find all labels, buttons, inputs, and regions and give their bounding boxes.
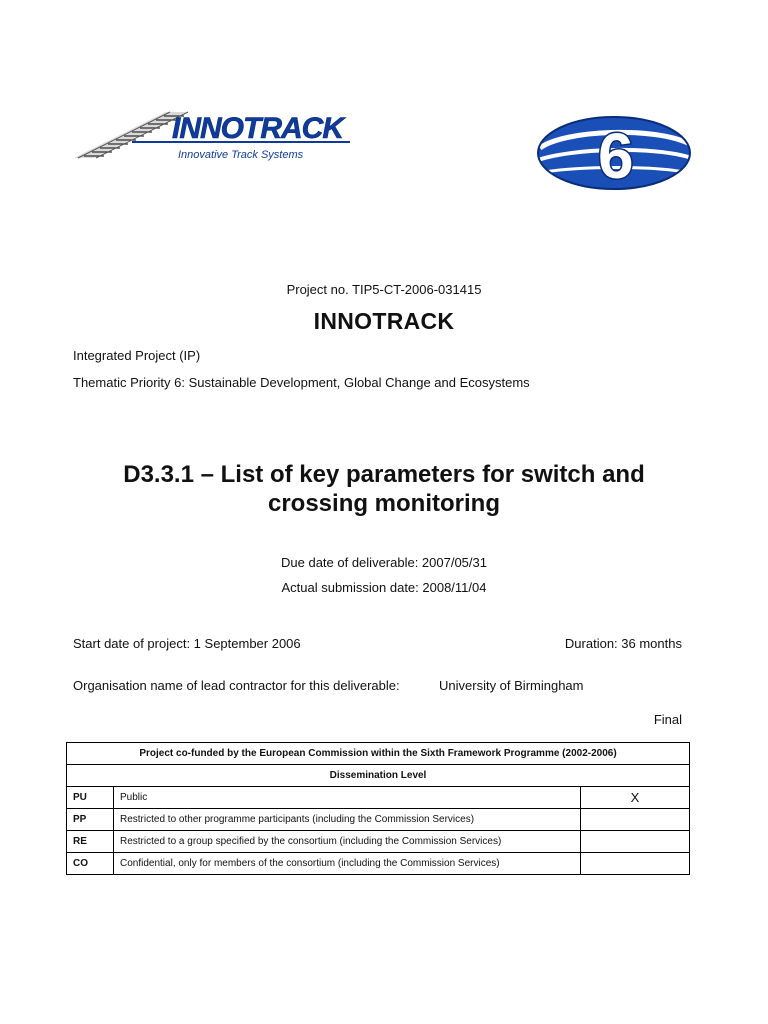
due-date: Due date of deliverable: 2007/05/31 bbox=[281, 555, 487, 570]
level-description: Confidential, only for members of the consortium (including the Commission Services) bbox=[114, 853, 581, 875]
table-row bbox=[67, 853, 690, 875]
innotrack-logo bbox=[74, 108, 359, 166]
level-mark bbox=[581, 831, 690, 853]
submission-date: Actual submission date: 2008/11/04 bbox=[281, 580, 487, 595]
document-status: Final bbox=[653, 712, 682, 727]
deliverable-title-line1: D3.3.1 – List of key parameters for switch and bbox=[123, 461, 645, 488]
level-description: Public bbox=[114, 787, 581, 809]
logo-wordmark: INNOTRACK bbox=[172, 112, 343, 145]
deliverable-title-line2: crossing monitoring bbox=[267, 490, 500, 517]
thematic-priority: Thematic Priority 6: Sustainable Development, Global Change and Ecosystems bbox=[73, 375, 530, 390]
dissemination-level-header: Dissemination Level bbox=[67, 765, 690, 787]
level-description: Restricted to a group specified by the consortium (including the Commission Services) bbox=[114, 831, 581, 853]
level-code: PU bbox=[67, 787, 114, 809]
funding-header: Project co-funded by the European Commission within the Sixth Framework Programme (2002-2006) bbox=[67, 743, 690, 765]
table-row bbox=[67, 831, 690, 853]
project-number: Project no. TIP5-CT-2006-031415 bbox=[286, 282, 482, 297]
project-title: INNOTRACK bbox=[313, 308, 455, 334]
level-mark bbox=[581, 853, 690, 875]
lead-contractor-label: Organisation name of lead contractor for this deliverable: bbox=[73, 678, 400, 693]
fp6-logo bbox=[534, 108, 694, 194]
lead-contractor-value: University of Birmingham bbox=[439, 678, 584, 693]
fp6-digit: 6 bbox=[598, 120, 634, 192]
level-mark: X bbox=[581, 787, 690, 809]
level-code: CO bbox=[67, 853, 114, 875]
level-code: PP bbox=[67, 809, 114, 831]
dissemination-table bbox=[66, 742, 690, 875]
project-type: Integrated Project (IP) bbox=[73, 348, 201, 363]
start-date: Start date of project: 1 September 2006 bbox=[73, 636, 301, 651]
level-description: Restricted to other programme participants (including the Commission Services) bbox=[114, 809, 581, 831]
level-mark bbox=[581, 809, 690, 831]
logo-tagline: Innovative Track Systems bbox=[178, 149, 304, 161]
deliverable-title bbox=[90, 460, 678, 518]
table-row bbox=[67, 809, 690, 831]
table-header-row bbox=[67, 765, 690, 787]
duration: Duration: 36 months bbox=[564, 636, 682, 651]
table-row bbox=[67, 787, 690, 809]
level-code: RE bbox=[67, 831, 114, 853]
rail-track-icon bbox=[74, 112, 188, 158]
table-header-row bbox=[67, 743, 690, 765]
